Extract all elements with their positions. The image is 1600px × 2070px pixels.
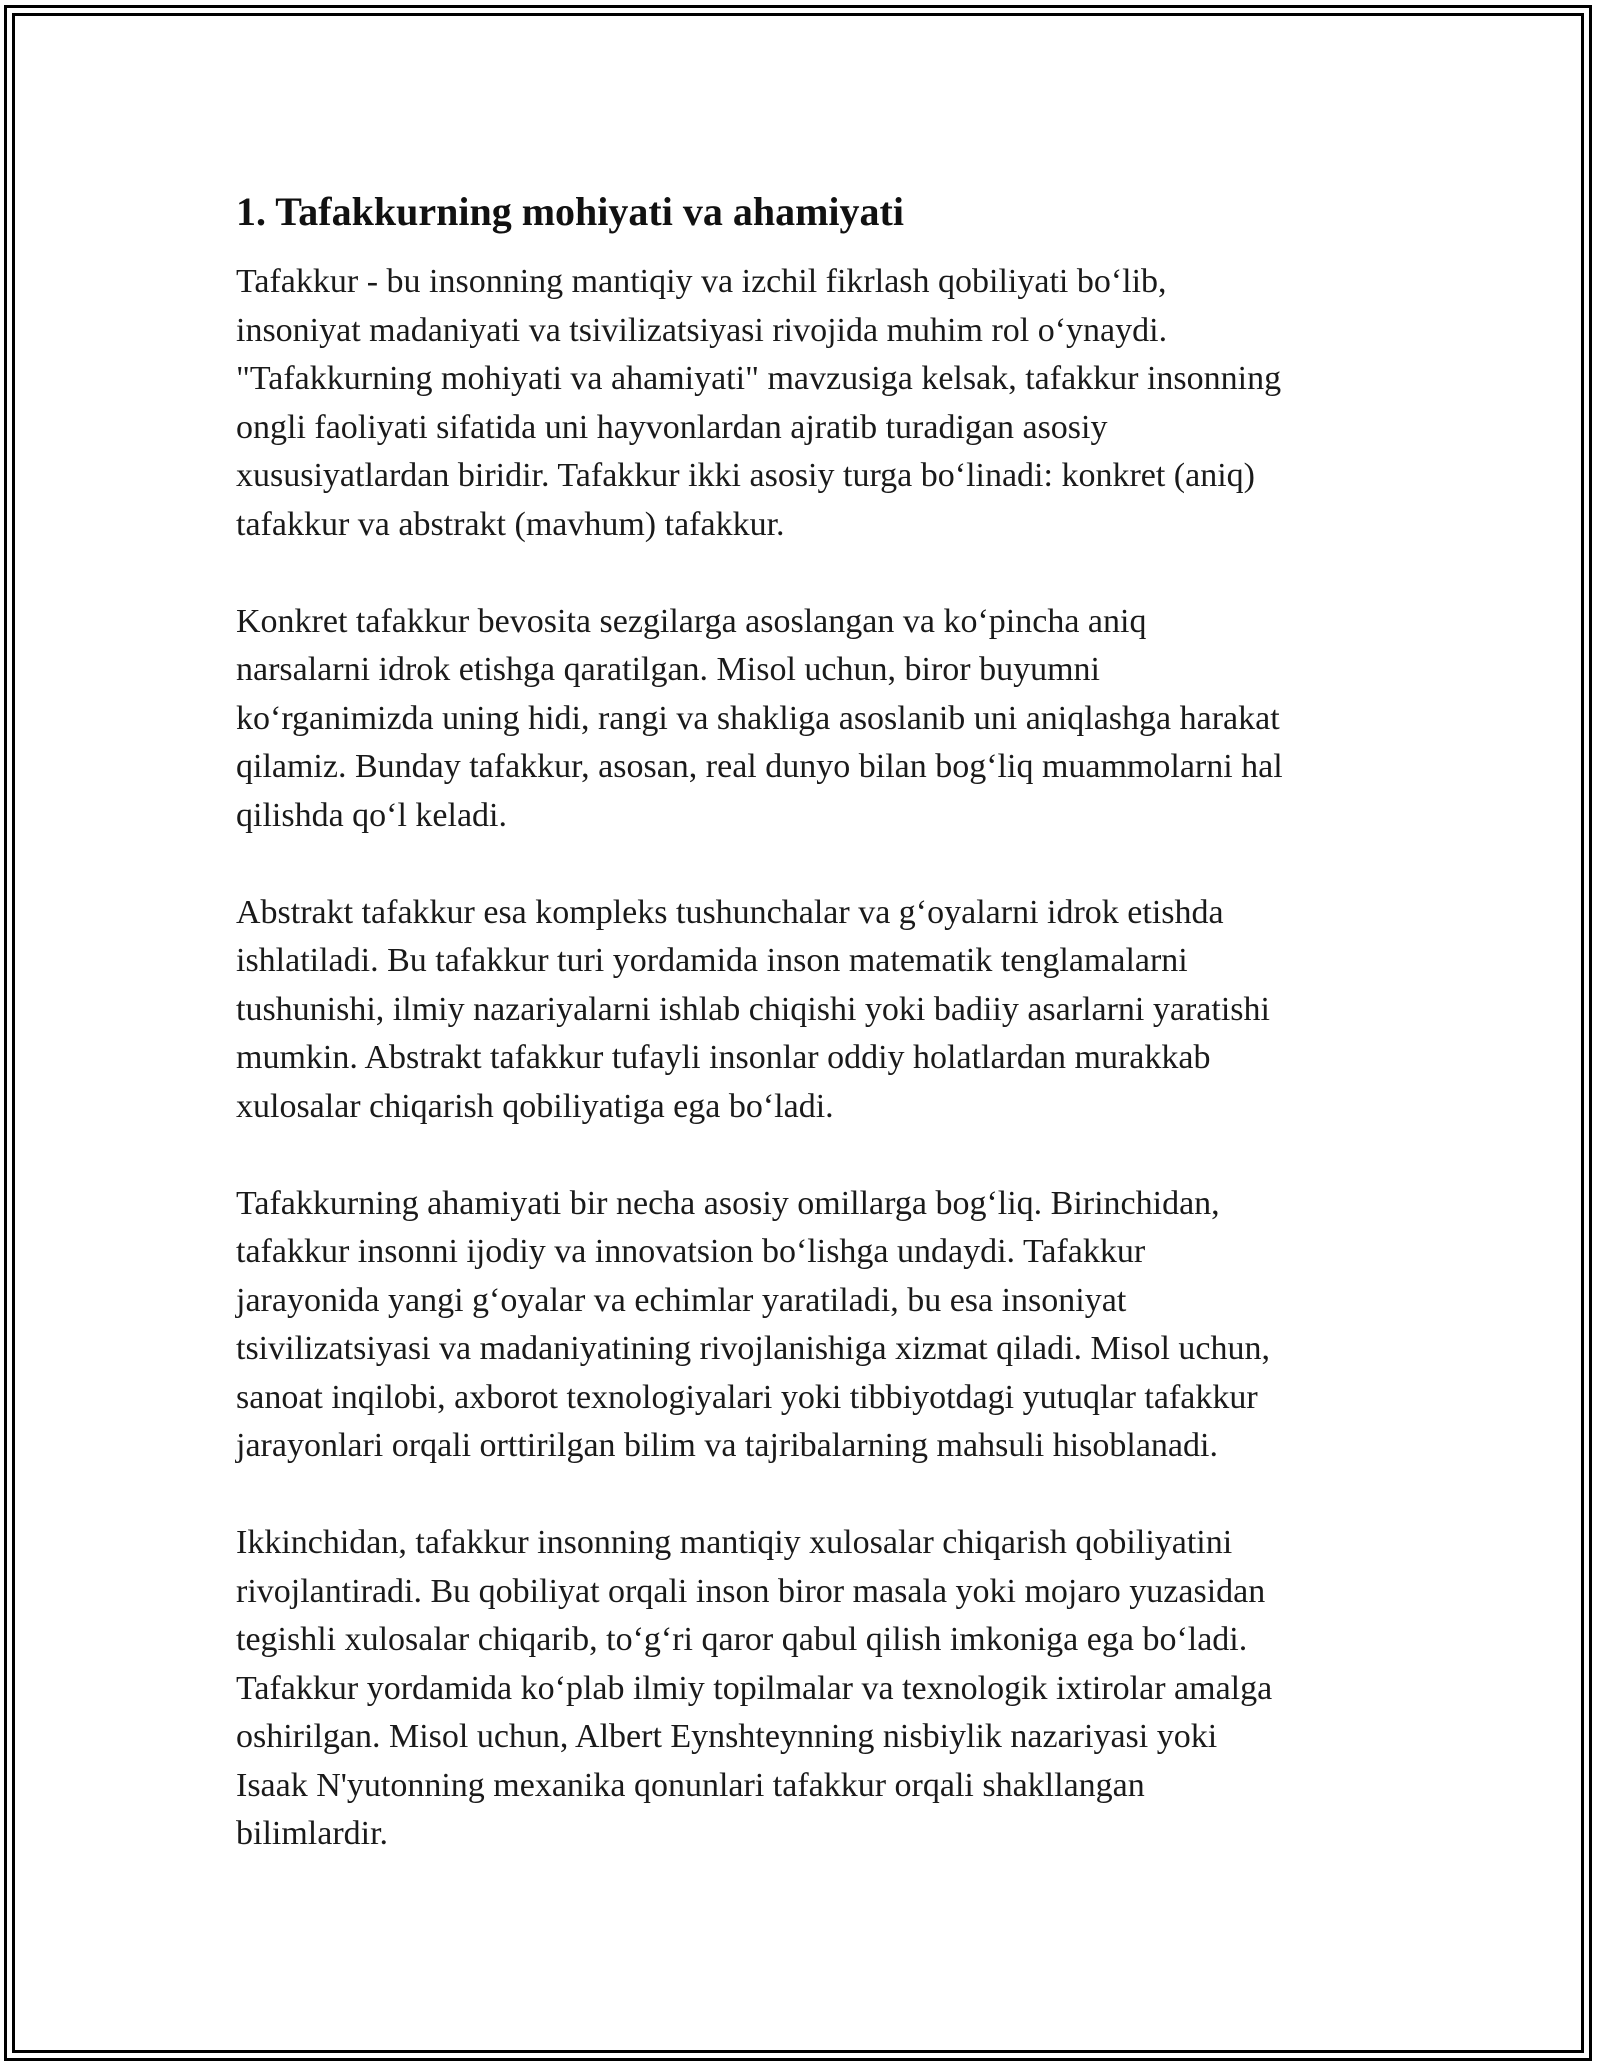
section-heading: 1. Tafakkurning mohiyati va ahamiyati <box>236 189 904 234</box>
text-line: ongli faoliyati sifatida uni hayvonlardan ajratib turadigan asosiy <box>236 408 1108 446</box>
paragraph-3 <box>236 889 1376 1132</box>
text-line: rivojlantiradi. Bu qobiliyat orqali inson biror masala yoki mojaro yuzasidan <box>236 1572 1266 1610</box>
text-line: "Tafakkurning mohiyati va ahamiyati" mavzusiga kelsak, tafakkur insonning <box>236 360 1282 397</box>
text-line: xulosalar chiqarish qobiliyatiga ega boʻladi. <box>236 1087 834 1125</box>
text-line: koʻrganimizda uning hidi, rangi va shakliga asoslanib uni aniqlashga harakat <box>236 699 1280 737</box>
text-line: Abstrakt tafakkur esa kompleks tushunchalar va gʻoyalarni idrok etishda <box>236 893 1224 931</box>
text-line: sanoat inqilobi, axborot texnologiyalari yoki tibbiyotdagi yutuqlar tafakkur <box>236 1378 1258 1416</box>
text-line: insoniyat madaniyati va tsivilizatsiyasi rivojida muhim rol oʻynaydi. <box>236 311 1168 349</box>
text-line: mumkin. Abstrakt tafakkur tufayli insonlar oddiy holatlardan murakkab <box>236 1039 1211 1076</box>
text-line: tafakkur va abstrakt (mavhum) tafakkur. <box>236 505 785 543</box>
text-line: jarayonida yangi gʻoyalar va echimlar yaratiladi, bu esa insoniyat <box>236 1281 1127 1319</box>
text-line: oshirilgan. Misol uchun, Albert Eynshteynning nisbiylik nazariyasi yoki <box>236 1718 1218 1755</box>
text-line: Tafakkur yordamida koʻplab ilmiy topilmalar va texnologik ixtirolar amalga <box>236 1669 1273 1707</box>
text-line: xususiyatlardan biridir. Tafakkur ikki asosiy turga boʻlinadi: konkret (aniq) <box>236 457 1255 494</box>
text-line: tsivilizatsiyasi va madaniyatining rivojlanishiga xizmat qiladi. Misol uchun, <box>236 1330 1270 1367</box>
text-line: jarayonlari orqali orttirilgan bilim va tajribalarning mahsuli hisoblanadi. <box>236 1427 1218 1464</box>
text-line: tafakkur insonni ijodiy va innovatsion boʻlishga undaydi. Tafakkur <box>236 1233 1146 1270</box>
text-line: Konkret tafakkur bevosita sezgilarga asoslangan va koʻpincha aniq <box>236 602 1147 640</box>
text-line: bilimlardir. <box>236 1815 389 1852</box>
text-line: tushunishi, ilmiy nazariyalarni ishlab chiqishi yoki badiiy asarlarni yaratishi <box>236 990 1270 1028</box>
text-line: tegishli xulosalar chiqarib, toʻgʻri qaror qabul qilish imkoniga ega boʻladi. <box>236 1621 1248 1658</box>
paragraph-1 <box>236 258 1376 549</box>
text-line: qilamiz. Bunday tafakkur, asosan, real dunyo bilan bogʻliq muammolarni hal <box>236 748 1283 785</box>
paragraph-4 <box>236 1180 1376 1471</box>
text-line: Tafakkurning ahamiyati bir necha asosiy omillarga bogʻliq. Birinchidan, <box>236 1184 1220 1222</box>
paragraph-2 <box>236 598 1376 841</box>
paragraph-5 <box>236 1519 1376 1859</box>
text-line: ishlatiladi. Bu tafakkur turi yordamida inson matematik tenglamalarni <box>236 942 1188 979</box>
text-line: Ikkinchidan, tafakkur insonning mantiqiy xulosalar chiqarish qobiliyatini <box>236 1524 1233 1561</box>
document-body <box>236 184 1376 1907</box>
text-line: qilishda qoʻl keladi. <box>236 796 508 834</box>
text-line: narsalarni idrok etishga qaratilgan. Misol uchun, biror buyumni <box>236 651 1100 688</box>
text-line: Isaak N'yutonning mexanika qonunlari tafakkur orqali shakllangan <box>236 1766 1145 1804</box>
text-line: Tafakkur - bu insonning mantiqiy va izchil fikrlash qobiliyati boʻlib, <box>236 263 1167 300</box>
